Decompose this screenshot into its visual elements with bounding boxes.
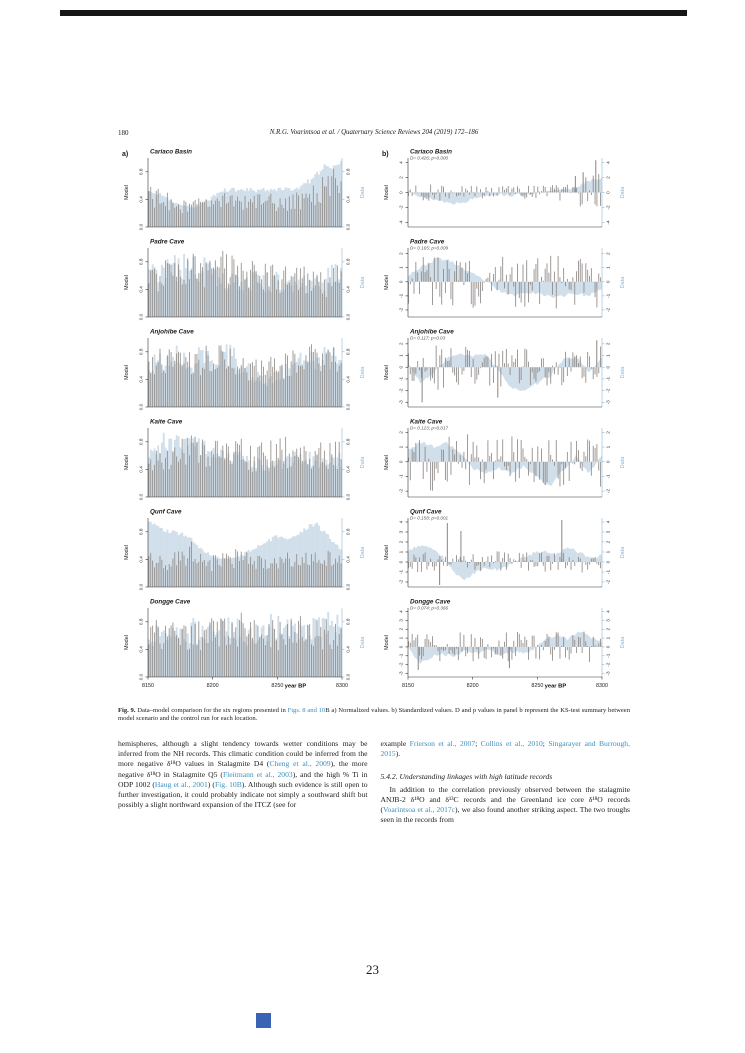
text-run: example: [380, 739, 410, 748]
citation-link[interactable]: Collins et al., 2010: [480, 739, 543, 748]
citation-link[interactable]: Frierson et al., 2007: [409, 739, 476, 748]
panel-title: Qunf Cave: [410, 508, 442, 516]
svg-text:-1: -1: [398, 293, 404, 298]
svg-text:0.4: 0.4: [345, 646, 351, 653]
model-axis-label: Model: [124, 275, 130, 290]
svg-text:0.4: 0.4: [345, 376, 351, 383]
text-run: ). Although such evidence is still open to further investigation, it could probably indicate not simply a southward shift but possibly a slight northward expansion of the ITCZ (see for: [118, 779, 368, 810]
svg-text:-3: -3: [398, 400, 404, 405]
svg-text:-2: -2: [398, 489, 404, 494]
model-axis-label: Model: [384, 635, 390, 650]
svg-text:8150: 8150: [142, 683, 154, 689]
svg-text:4: 4: [398, 161, 404, 164]
citation-link[interactable]: Cheng et al., 2009: [269, 759, 331, 769]
model-axis-label: Model: [124, 365, 130, 380]
svg-text:-2: -2: [605, 579, 611, 585]
data-axis-label: Data: [360, 186, 366, 199]
svg-text:0.4: 0.4: [138, 646, 144, 653]
svg-text:0.8: 0.8: [345, 618, 351, 626]
svg-text:8300: 8300: [596, 683, 608, 689]
chart-panel-b-dongge-cave: [378, 596, 631, 698]
ks-test-stats: D= 0.074; p=0.366: [410, 605, 449, 611]
body-text: [118, 739, 630, 825]
svg-text:-1: -1: [398, 569, 404, 575]
chart-panel-a-anjohibe-cave: [118, 326, 371, 414]
svg-text:-1: -1: [605, 376, 611, 382]
svg-text:-3: -3: [398, 671, 404, 676]
chart-panel-b-kaite-cave: [378, 416, 631, 504]
svg-text:2: 2: [605, 540, 611, 544]
text-run: Fig. 9.: [118, 706, 136, 714]
svg-text:-2: -2: [605, 205, 611, 210]
panel-title: Padre Cave: [150, 238, 185, 246]
subsection-heading: 5.4.2. Understanding linkages with high latitude records: [380, 772, 553, 782]
svg-text:0.8: 0.8: [138, 528, 144, 536]
svg-text:1: 1: [605, 445, 611, 449]
svg-text:0.8: 0.8: [138, 618, 144, 626]
svg-text:0: 0: [605, 460, 611, 464]
svg-text:4: 4: [398, 610, 404, 613]
svg-text:-1: -1: [605, 653, 611, 658]
model-axis-label: Model: [384, 365, 390, 380]
svg-text:-1: -1: [398, 376, 404, 382]
svg-text:0.0: 0.0: [345, 223, 351, 231]
figure-caption: [118, 707, 630, 724]
svg-text:-1: -1: [398, 474, 404, 479]
model-axis-label: Model: [124, 185, 130, 200]
svg-text:0.0: 0.0: [138, 403, 144, 411]
svg-text:0: 0: [605, 365, 611, 369]
svg-text:0.4: 0.4: [138, 376, 144, 383]
data-axis-label: Data: [360, 276, 366, 289]
svg-text:1: 1: [605, 354, 611, 357]
panel-title: Anjohibe Cave: [150, 328, 194, 336]
text-run: ), the more negative δ¹⁸O in Stalagmite Q5 (: [118, 759, 368, 779]
svg-text:-2: -2: [605, 388, 611, 393]
chart-panel-a-cariaco-basin: [118, 146, 371, 234]
svg-text:1: 1: [398, 445, 404, 449]
svg-text:-1: -1: [605, 474, 611, 479]
model-axis-label: Model: [384, 275, 390, 290]
svg-text:0.4: 0.4: [138, 196, 144, 203]
panel-title: Qunf Cave: [150, 508, 182, 516]
panel-title: Cariaco Basin: [410, 148, 452, 156]
svg-text:8250: 8250: [271, 683, 284, 689]
svg-text:1: 1: [398, 550, 404, 554]
text-run: ;: [475, 739, 481, 748]
svg-text:0.4: 0.4: [138, 466, 144, 473]
svg-text:-2: -2: [398, 307, 404, 313]
citation-link[interactable]: Fleitmann et al., 2003: [222, 769, 293, 779]
svg-text:0.8: 0.8: [138, 438, 144, 446]
panel-title: Kaite Cave: [150, 418, 183, 426]
chart-panel-a-dongge-cave: [118, 596, 371, 698]
data-axis-label: Data: [620, 276, 626, 289]
data-axis-label: Data: [360, 366, 366, 379]
citation-link[interactable]: Singarayer and Burrough, 2015: [380, 739, 630, 759]
svg-text:0.0: 0.0: [138, 493, 144, 501]
svg-text:3: 3: [605, 530, 611, 534]
svg-text:4: 4: [605, 520, 611, 524]
svg-text:1: 1: [605, 550, 611, 554]
svg-text:-2: -2: [605, 489, 611, 494]
svg-text:0.0: 0.0: [138, 313, 144, 321]
svg-text:2: 2: [398, 431, 404, 434]
svg-text:0: 0: [398, 460, 404, 464]
svg-text:2: 2: [605, 627, 611, 631]
panel-label-a: a): [122, 151, 129, 158]
data-axis-label: Data: [360, 546, 366, 559]
svg-text:8150: 8150: [402, 683, 414, 689]
svg-text:-1: -1: [605, 293, 611, 298]
model-axis-label: Model: [384, 545, 390, 560]
svg-text:4: 4: [398, 520, 404, 524]
svg-text:-4: -4: [398, 220, 404, 225]
panel-title: Padre Cave: [410, 238, 445, 246]
chart-panel-a-qunf-cave: [118, 506, 371, 594]
citation-link[interactable]: Voarintsoa et al., 2017c: [383, 805, 456, 815]
data-axis-label: Data: [360, 636, 366, 649]
svg-text:8300: 8300: [336, 683, 348, 689]
paragraph: [118, 739, 368, 810]
svg-text:2: 2: [398, 342, 404, 346]
svg-text:0: 0: [398, 280, 404, 284]
x-axis-label: year BP: [544, 683, 567, 690]
svg-text:2: 2: [605, 176, 611, 179]
svg-text:0.8: 0.8: [345, 438, 351, 446]
text-run: In addition to the correlation previously observed between the stalagmite ANJB-2 δ¹⁸O and δ¹³C records and the Greenland ice core δ¹⁸O records (: [380, 784, 630, 815]
svg-text:-1: -1: [398, 653, 404, 658]
page-number-bottom: 23: [366, 962, 379, 977]
svg-text:0.4: 0.4: [345, 286, 351, 293]
model-axis-label: Model: [124, 455, 130, 470]
panel-title: Kaite Cave: [410, 418, 443, 426]
text-run: B a) Normalized values. b) Standardized values. D and p values in panel b represent the KS-test summary between model scenario and the control run for each location.: [118, 706, 630, 723]
ks-test-stats: D= 0.426; p=0.000: [410, 155, 449, 161]
svg-text:0.8: 0.8: [345, 528, 351, 536]
text-run: ;: [542, 739, 549, 748]
svg-text:2: 2: [605, 431, 611, 434]
svg-text:3: 3: [605, 619, 611, 622]
svg-text:2: 2: [605, 342, 611, 346]
svg-text:-2: -2: [398, 388, 404, 393]
panel-title: Anjohibe Cave: [410, 328, 454, 336]
citation-link[interactable]: Figs. 8 and 10: [287, 706, 326, 714]
svg-text:-3: -3: [605, 671, 611, 676]
svg-text:0.8: 0.8: [138, 258, 144, 266]
text-run: ), and the high % Ti in ODP 1002 (: [118, 769, 368, 789]
svg-text:2: 2: [398, 627, 404, 631]
text-run: ).: [395, 749, 401, 759]
svg-text:0: 0: [398, 365, 404, 369]
running-head: N.R.G. Voarintsoa et al. / Quaternary Science Reviews 204 (2019) 172–186: [269, 129, 479, 136]
svg-text:-2: -2: [398, 205, 404, 210]
chart-panel-b-anjohibe-cave: [378, 326, 631, 414]
x-axis-label: year BP: [284, 683, 307, 690]
chart-panel-b-cariaco-basin: [378, 146, 631, 234]
panel-label-b: b): [382, 151, 389, 158]
svg-text:-1: -1: [605, 569, 611, 575]
svg-text:1: 1: [398, 266, 404, 270]
svg-text:0.0: 0.0: [138, 673, 144, 681]
ks-test-stats: D= 0.165; p=0.009: [410, 245, 449, 251]
paragraph: [381, 785, 631, 826]
svg-text:3: 3: [398, 530, 404, 534]
svg-text:-2: -2: [398, 579, 404, 585]
svg-text:3: 3: [398, 619, 404, 622]
svg-text:0: 0: [605, 280, 611, 284]
svg-text:0.4: 0.4: [345, 466, 351, 473]
left-column: [118, 739, 368, 825]
svg-text:0: 0: [398, 645, 404, 649]
svg-text:0: 0: [398, 560, 404, 564]
model-axis-label: Model: [124, 545, 130, 560]
panel-title: Cariaco Basin: [150, 148, 192, 156]
page-number-header: 180: [118, 129, 129, 137]
top-scan-bar: [60, 10, 687, 16]
svg-text:0.8: 0.8: [345, 348, 351, 356]
ks-test-stats: D= 0.123; p=0.017: [410, 425, 449, 431]
chart-panel-b-qunf-cave: [378, 506, 631, 594]
svg-text:4: 4: [605, 161, 611, 164]
text-run: ) (: [207, 779, 215, 789]
panel-title: Dongge Cave: [410, 598, 451, 606]
ks-test-stats: D= 0.117; p=0.03: [410, 335, 446, 341]
chart-panel-a-padre-cave: [118, 236, 371, 324]
svg-text:0.8: 0.8: [138, 348, 144, 356]
chart-panel-b-padre-cave: [378, 236, 631, 324]
text-run: Data–model comparison for the six regions presented in: [135, 706, 288, 714]
svg-text:2: 2: [605, 252, 611, 255]
svg-text:0.8: 0.8: [345, 258, 351, 266]
svg-text:0.4: 0.4: [345, 196, 351, 203]
svg-text:-4: -4: [605, 220, 611, 225]
bottom-blue-mark: [256, 1013, 271, 1028]
svg-text:2: 2: [398, 252, 404, 255]
svg-text:8250: 8250: [531, 683, 544, 689]
text-run: hemispheres, although a slight tendency towards wetter conditions may be inferred from the NH records. This climatic condition could be inferred from the more negative δ¹⁸O values in Stalagmite D4 (: [118, 739, 368, 769]
svg-text:0.0: 0.0: [345, 583, 351, 591]
svg-text:0: 0: [398, 191, 404, 194]
data-area: [408, 441, 602, 485]
model-axis-label: Model: [124, 635, 130, 650]
svg-text:1: 1: [398, 354, 404, 357]
data-axis-label: Data: [620, 546, 626, 559]
model-bars: [408, 434, 601, 490]
svg-text:-2: -2: [605, 307, 611, 313]
right-column: [381, 739, 631, 825]
svg-text:1: 1: [605, 636, 611, 640]
panel-title: Dongge Cave: [150, 598, 191, 606]
data-axis-label: Data: [620, 366, 626, 379]
svg-text:4: 4: [605, 610, 611, 613]
svg-text:0: 0: [605, 645, 611, 649]
data-axis-label: Data: [360, 456, 366, 469]
figure-grid: [118, 146, 631, 698]
svg-text:0.8: 0.8: [138, 168, 144, 176]
model-axis-label: Model: [384, 455, 390, 470]
model-axis-label: Model: [384, 185, 390, 200]
figure-9: [118, 146, 631, 698]
data-axis-label: Data: [620, 456, 626, 469]
data-axis-label: Data: [620, 636, 626, 649]
svg-text:0.0: 0.0: [345, 313, 351, 321]
paragraph: [381, 739, 631, 759]
svg-text:2: 2: [398, 540, 404, 544]
svg-text:-2: -2: [605, 662, 611, 667]
svg-text:-3: -3: [605, 400, 611, 405]
citation-link[interactable]: Fig. 10B: [214, 779, 242, 789]
svg-text:8200: 8200: [206, 683, 219, 689]
svg-text:0.4: 0.4: [138, 286, 144, 293]
svg-text:8200: 8200: [466, 683, 479, 689]
svg-text:2: 2: [398, 176, 404, 179]
ks-test-stats: D= 0.158; p=0.001: [410, 515, 449, 521]
svg-text:0.0: 0.0: [345, 403, 351, 411]
svg-text:0.0: 0.0: [138, 583, 144, 591]
svg-text:1: 1: [398, 636, 404, 640]
svg-text:0: 0: [605, 560, 611, 564]
svg-text:0.0: 0.0: [345, 493, 351, 501]
svg-text:0.8: 0.8: [345, 168, 351, 176]
svg-text:0.0: 0.0: [138, 223, 144, 231]
svg-text:0.4: 0.4: [138, 556, 144, 563]
svg-text:0.0: 0.0: [345, 673, 351, 681]
svg-text:1: 1: [605, 266, 611, 270]
citation-link[interactable]: Haug et al., 2001: [154, 779, 208, 789]
svg-text:0: 0: [605, 191, 611, 194]
chart-panel-a-kaite-cave: [118, 416, 371, 504]
data-area: [408, 545, 602, 580]
data-axis-label: Data: [620, 186, 626, 199]
text-run: ), we also found another striking aspect. The two troughs seen in the records from: [380, 805, 630, 825]
svg-text:0.4: 0.4: [345, 556, 351, 563]
svg-text:-2: -2: [398, 662, 404, 667]
